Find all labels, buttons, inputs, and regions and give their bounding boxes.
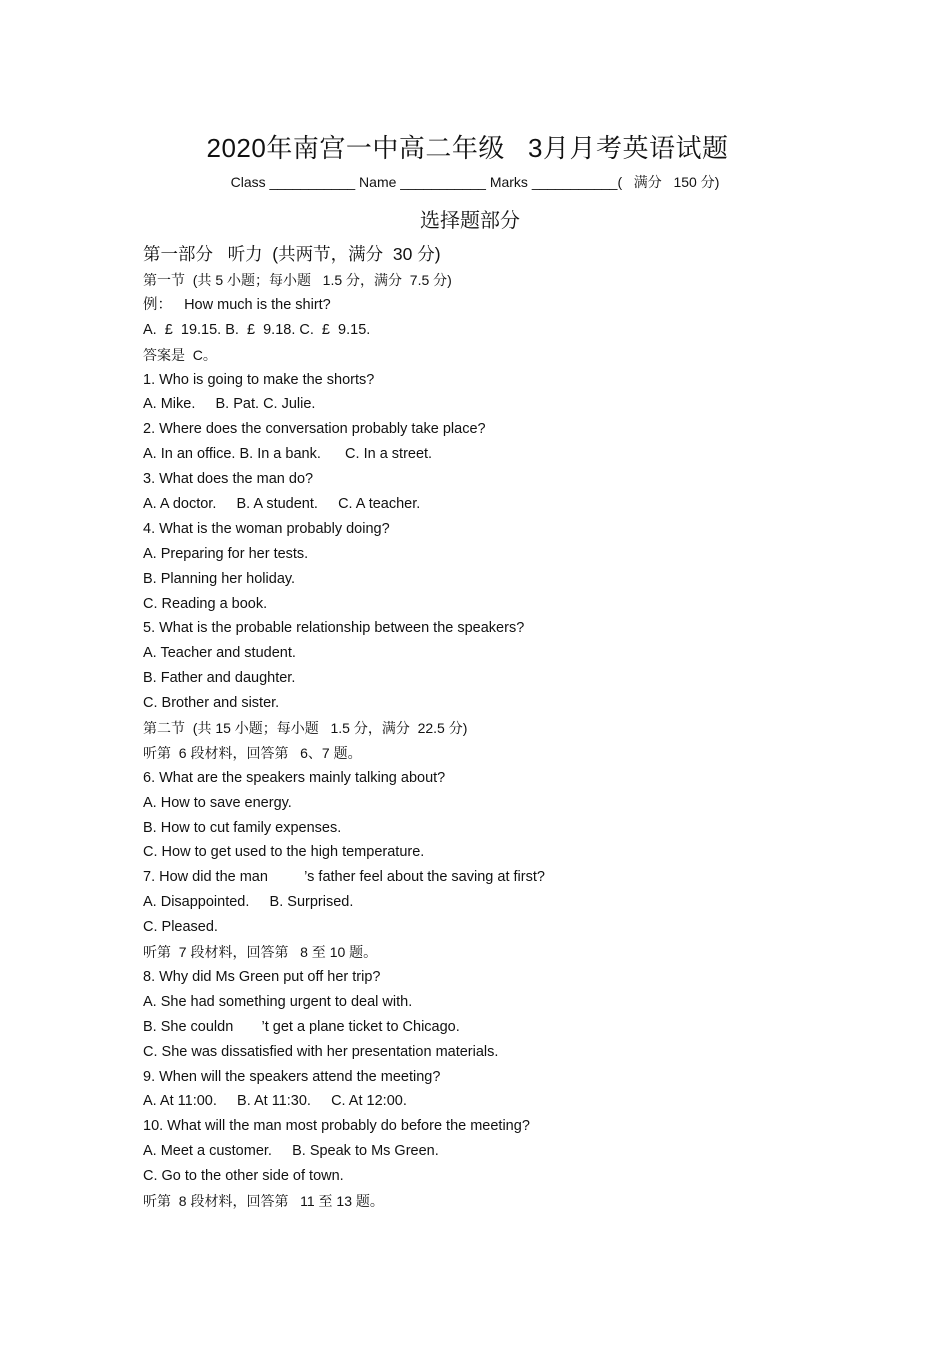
question-content <box>143 240 843 1214</box>
option: C. Brother and sister. <box>143 695 280 712</box>
exam-title: 2020年南宫一中高二年级 3月月考英语试题 <box>206 133 729 163</box>
student-info-line: Class ___________ Name ___________ Marks ___________( 满分 150 分) <box>230 174 720 190</box>
part-heading: 第一部分 听力 (共两节，满分 30 分) <box>143 244 441 264</box>
listening-instruction: 听第 7 段材料，回答第 8 至 10 题。 <box>143 944 378 961</box>
question: 9. When will the speakers attend the meeting? <box>143 1068 441 1085</box>
question: 1. Who is going to make the shorts? <box>143 371 375 388</box>
option: C. How to get used to the high temperature. <box>143 844 425 861</box>
example-question: 例： How much is the shirt? <box>143 296 331 313</box>
option: A. Meet a customer. B. Speak to Ms Green. <box>143 1143 439 1160</box>
option: A. At 11:00. B. At 11:30. C. At 12:00. <box>143 1093 407 1110</box>
option: B. How to cut family expenses. <box>143 819 342 836</box>
listening-instruction: 听第 6 段材料，回答第 6、7 题。 <box>143 744 362 761</box>
option: C. Pleased. <box>143 919 218 936</box>
option: C. Go to the other side of town. <box>143 1168 344 1185</box>
option: B. She couldn ’t get a plane ticket to Chicago. <box>143 1018 460 1035</box>
option: A. How to save energy. <box>143 794 292 811</box>
question: 4. What is the woman probably doing? <box>143 520 390 537</box>
subsection-heading: 第二节 (共 15 小题；每小题 1.5 分，满分 22.5 分) <box>143 720 468 737</box>
option: B. Planning her holiday. <box>143 570 296 587</box>
question: 6. What are the speakers mainly talking about? <box>143 769 446 786</box>
example-options: A. £ 19.15. B. £ 9.18. C. £ 9.15. <box>143 321 371 338</box>
option: A. Teacher and student. <box>143 645 296 662</box>
option: C. Reading a book. <box>143 595 268 612</box>
option: A. Disappointed. B. Surprised. <box>143 894 354 911</box>
question: 3. What does the man do? <box>143 471 314 488</box>
option: C. She was dissatisfied with her presentation materials. <box>143 1043 499 1060</box>
question: 10. What will the man most probably do before the meeting? <box>143 1118 530 1135</box>
example-answer: 答案是 C。 <box>143 346 217 363</box>
option: A. Preparing for her tests. <box>143 545 309 562</box>
question: 8. Why did Ms Green put off her trip? <box>143 968 381 985</box>
question: 7. How did the man ’s father feel about the saving at first? <box>143 869 545 886</box>
question: 5. What is the probable relationship between the speakers? <box>143 620 525 637</box>
question: 2. Where does the conversation probably take place? <box>143 421 486 438</box>
subsection-heading: 第一节 (共 5 小题；每小题 1.5 分，满分 7.5 分) <box>143 272 452 288</box>
option: A. A doctor. B. A student. C. A teacher. <box>143 496 421 513</box>
option: A. She had something urgent to deal with. <box>143 993 413 1010</box>
option: A. Mike. B. Pat. C. Julie. <box>143 396 316 413</box>
option: B. Father and daughter. <box>143 670 296 687</box>
section-heading: 选择题部分 <box>420 210 520 232</box>
listening-instruction: 听第 8 段材料，回答第 11 至 13 题。 <box>143 1192 384 1209</box>
option: A. In an office. B. In a bank. C. In a street. <box>143 446 433 463</box>
